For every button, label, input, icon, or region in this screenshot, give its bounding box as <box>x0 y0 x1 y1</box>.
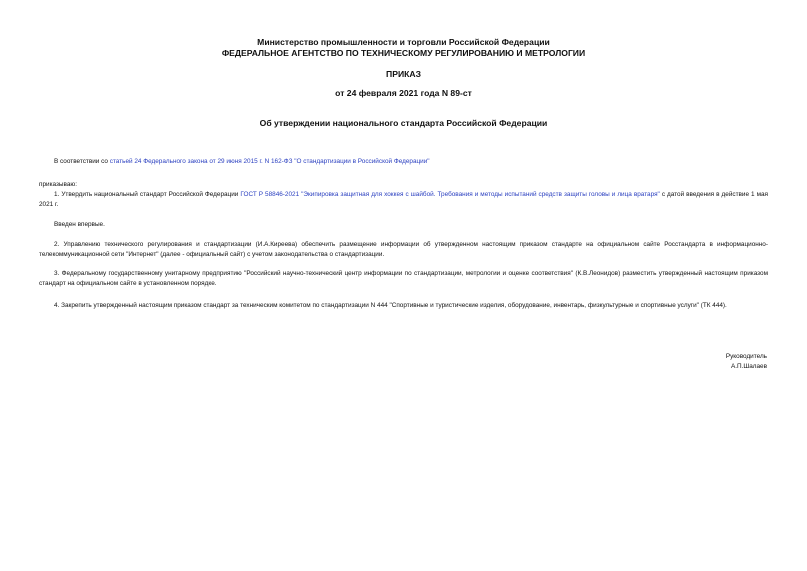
agency-heading: ФЕДЕРАЛЬНОЕ АГЕНТСТВО ПО ТЕХНИЧЕСКОМУ РЕГУЛИРОВАНИЮ И МЕТРОЛОГИИ <box>221 48 586 58</box>
document-type: ПРИКАЗ <box>386 69 421 79</box>
paragraph-1 <box>39 190 768 210</box>
law-article-link[interactable]: статьей 24 Федерального закона от 29 июня 2015 г. N 162-ФЗ "О стандартизации в Российской Федерации" <box>109 158 430 165</box>
paragraph-4: 4. Закрепить утвержденный настоящим приказом стандарт за техническим комитетом по стандартизации N 444 "Спортивные и туристические изделия, оборудование, инвентарь, физкультурные и спортивные услуги" (ТК 444). <box>54 302 727 309</box>
signatory-name: А.П.Шалаев <box>730 363 767 370</box>
order-word: приказываю: <box>39 181 77 188</box>
intro-note: Введен впервые. <box>54 221 105 228</box>
paragraph-1-suffix: с датой введения в действие 1 мая 2021 г. <box>39 191 769 208</box>
document-title: Об утверждении национального стандарта Российской Федерации <box>259 118 548 128</box>
ministry-heading: Министерство промышленности и торговли Российской Федерации <box>257 37 550 47</box>
legal-basis-paragraph <box>39 157 768 167</box>
paragraph-3: 3. Федеральному государственному унитарному предприятию "Российский научно-технический центр информации по стандартизации, метрологии и оценке соответствия" (К.В.Леонидов) разместить утвержденный настоящим приказом стандарт на официальном сайте в установленном порядке. <box>39 270 768 287</box>
signatory-role: Руководитель <box>725 353 767 360</box>
legal-basis-prefix: В соответствии со <box>54 158 110 165</box>
paragraph-1-prefix: 1. Утвердить национальный стандарт Российской Федерации <box>54 191 241 198</box>
document-date-number: от 24 февраля 2021 года N 89-ст <box>335 88 472 98</box>
paragraph-2: 2. Управлению технического регулирования и стандартизации (И.А.Киреева) обеспечить размещение информации об утвержденном настоящим приказом стандарте на официальном сайте Росстандарта в информационно-телекоммуникационной сети "Интернет" (далее - официальный сайт) с учетом законодательства о стандартизации. <box>39 241 768 258</box>
gost-standard-link[interactable]: ГОСТ Р 58846-2021 "Экипировка защитная для хоккея с шайбой. Требования и методы испытаний средств защиты головы и лица вратаря" <box>240 191 660 198</box>
